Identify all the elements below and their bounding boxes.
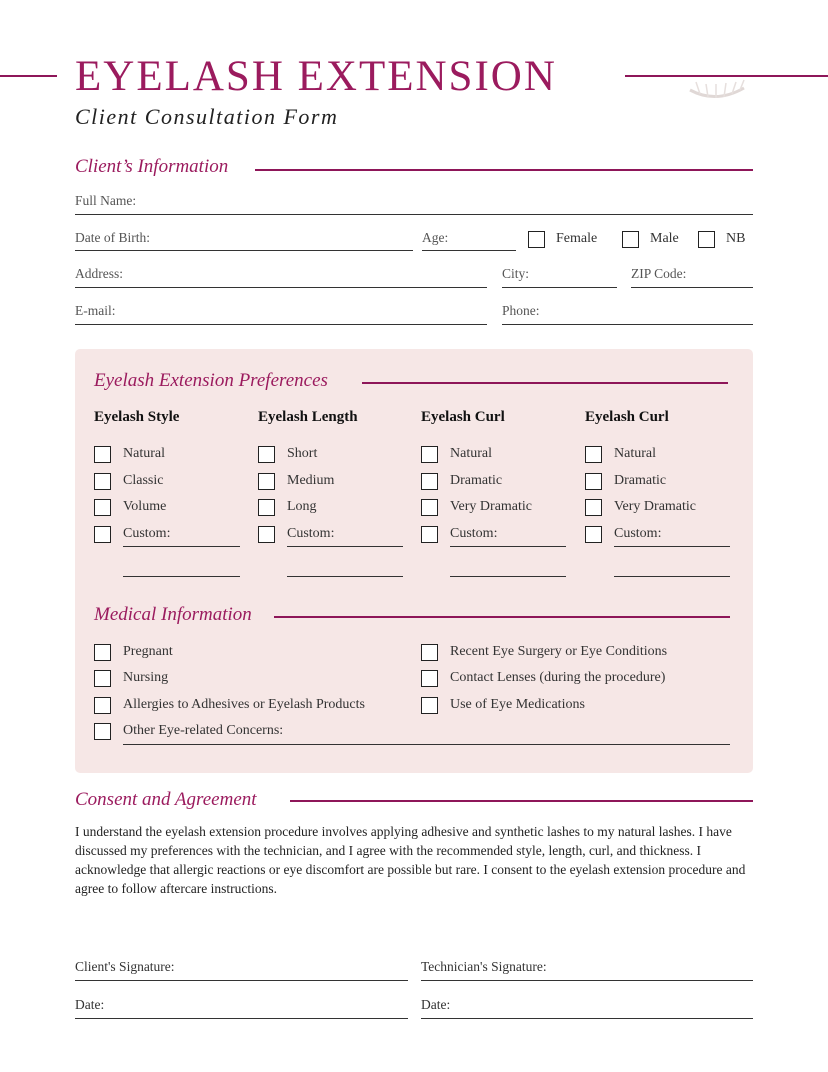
phone-label: Phone: (502, 303, 540, 318)
age-field[interactable] (422, 250, 516, 251)
allergies-checkbox[interactable] (94, 697, 111, 714)
curl-custom-field[interactable] (450, 546, 566, 547)
address-label: Address: (75, 266, 123, 281)
style-volume-checkbox[interactable] (94, 499, 111, 516)
length-custom-label: Custom: (287, 526, 335, 541)
technician-date-field[interactable] (421, 1018, 753, 1019)
other-concerns-field[interactable] (123, 744, 730, 745)
male-label: Male (650, 231, 679, 246)
style-custom-field[interactable] (123, 546, 240, 547)
email-field[interactable] (75, 324, 487, 325)
curl2-custom-field[interactable] (614, 546, 730, 547)
curl-natural-label: Natural (450, 446, 492, 461)
eye-surgery-checkbox[interactable] (421, 644, 438, 661)
style-natural-checkbox[interactable] (94, 446, 111, 463)
curl2-custom-field-2[interactable] (614, 576, 730, 577)
dob-field[interactable] (75, 250, 413, 251)
consent-heading: Consent and Agreement (75, 789, 257, 810)
eyelash-icon (686, 70, 748, 106)
phone-field[interactable] (502, 324, 753, 325)
curl-custom-label: Custom: (450, 526, 498, 541)
length-short-label: Short (287, 446, 318, 461)
client-date-field[interactable] (75, 1018, 408, 1019)
eyelash-length-header: Eyelash Length (258, 409, 358, 425)
preferences-rule (362, 382, 728, 384)
style-natural-label: Natural (123, 446, 165, 461)
eyelash-style-header: Eyelash Style (94, 409, 180, 425)
email-label: E-mail: (75, 303, 116, 318)
client-signature-field[interactable] (75, 980, 408, 981)
curl-very-dramatic-checkbox[interactable] (421, 499, 438, 516)
eyelash-curl-header: Eyelash Curl (421, 409, 505, 425)
curl2-very-dramatic-label: Very Dramatic (614, 499, 697, 514)
curl2-natural-checkbox[interactable] (585, 446, 602, 463)
city-label: City: (502, 266, 530, 281)
length-custom-checkbox[interactable] (258, 526, 275, 543)
pregnant-checkbox[interactable] (94, 644, 111, 661)
page-subtitle: Client Consultation Form (75, 104, 339, 129)
female-checkbox[interactable] (528, 231, 545, 248)
length-short-checkbox[interactable] (258, 446, 275, 463)
client-signature-label: Client's Signature: (75, 959, 175, 974)
pregnant-label: Pregnant (123, 644, 173, 659)
full-name-field[interactable] (75, 214, 753, 215)
curl-dramatic-checkbox[interactable] (421, 473, 438, 490)
female-label: Female (556, 231, 598, 246)
age-label: Age: (422, 230, 449, 245)
dob-label: Date of Birth: (75, 230, 150, 245)
zip-field[interactable] (631, 287, 753, 288)
style-volume-label: Volume (123, 499, 167, 514)
nb-label: NB (726, 231, 746, 246)
city-field[interactable] (502, 287, 617, 288)
other-concerns-label: Other Eye-related Concerns: (123, 723, 284, 738)
client-date-label: Date: (75, 997, 105, 1012)
full-name-label: Full Name: (75, 193, 137, 208)
male-checkbox[interactable] (622, 231, 639, 248)
preferences-heading: Eyelash Extension Preferences (94, 370, 328, 391)
length-medium-checkbox[interactable] (258, 473, 275, 490)
length-custom-field-2[interactable] (287, 576, 403, 577)
address-field[interactable] (75, 287, 487, 288)
contact-lenses-checkbox[interactable] (421, 670, 438, 687)
allergies-label: Allergies to Adhesives or Eyelash Products (123, 697, 365, 712)
technician-signature-label: Technician's Signature: (421, 959, 547, 974)
client-info-rule (255, 169, 753, 171)
curl2-very-dramatic-checkbox[interactable] (585, 499, 602, 516)
curl-custom-field-2[interactable] (450, 576, 566, 577)
eye-surgery-label: Recent Eye Surgery or Eye Conditions (450, 644, 668, 659)
style-classic-checkbox[interactable] (94, 473, 111, 490)
curl-dramatic-label: Dramatic (450, 473, 503, 488)
style-custom-checkbox[interactable] (94, 526, 111, 543)
nursing-label: Nursing (123, 670, 169, 685)
medical-heading: Medical Information (94, 604, 252, 625)
length-medium-label: Medium (287, 473, 335, 488)
curl-very-dramatic-label: Very Dramatic (450, 499, 533, 514)
consent-rule (290, 800, 753, 802)
style-classic-label: Classic (123, 473, 164, 488)
length-long-label: Long (287, 499, 317, 514)
curl2-dramatic-label: Dramatic (614, 473, 667, 488)
technician-signature-field[interactable] (421, 980, 753, 981)
curl2-natural-label: Natural (614, 446, 656, 461)
header-rule-left (0, 75, 57, 77)
curl2-dramatic-checkbox[interactable] (585, 473, 602, 490)
nb-checkbox[interactable] (698, 231, 715, 248)
consent-text: I understand the eyelash extension procedure involves applying adhesive and synthetic lashes to my natural lashes. I have discussed my preferences with the technician, and I agree with the recommended style, length, curl, and thickness. I acknowledge that allergic reactions or eye discomfort are possible but rare. I consent to the eyelash extension procedure and agree to follow aftercare instructions. (75, 824, 746, 896)
curl2-custom-checkbox[interactable] (585, 526, 602, 543)
curl-natural-checkbox[interactable] (421, 446, 438, 463)
technician-date-label: Date: (421, 997, 451, 1012)
style-custom-label: Custom: (123, 526, 171, 541)
style-custom-field-2[interactable] (123, 576, 240, 577)
contact-lenses-label: Contact Lenses (during the procedure) (450, 670, 666, 685)
eye-medications-checkbox[interactable] (421, 697, 438, 714)
eyelash-curl-header-2: Eyelash Curl (585, 409, 669, 425)
length-long-checkbox[interactable] (258, 499, 275, 516)
zip-label: ZIP Code: (631, 266, 687, 281)
other-concerns-checkbox[interactable] (94, 723, 111, 740)
curl2-custom-label: Custom: (614, 526, 662, 541)
length-custom-field[interactable] (287, 546, 403, 547)
curl-custom-checkbox[interactable] (421, 526, 438, 543)
nursing-checkbox[interactable] (94, 670, 111, 687)
eye-medications-label: Use of Eye Medications (450, 697, 585, 712)
page-title: EYELASH EXTENSION (75, 53, 557, 100)
client-info-heading: Client’s Information (75, 156, 229, 177)
medical-rule (274, 616, 730, 618)
